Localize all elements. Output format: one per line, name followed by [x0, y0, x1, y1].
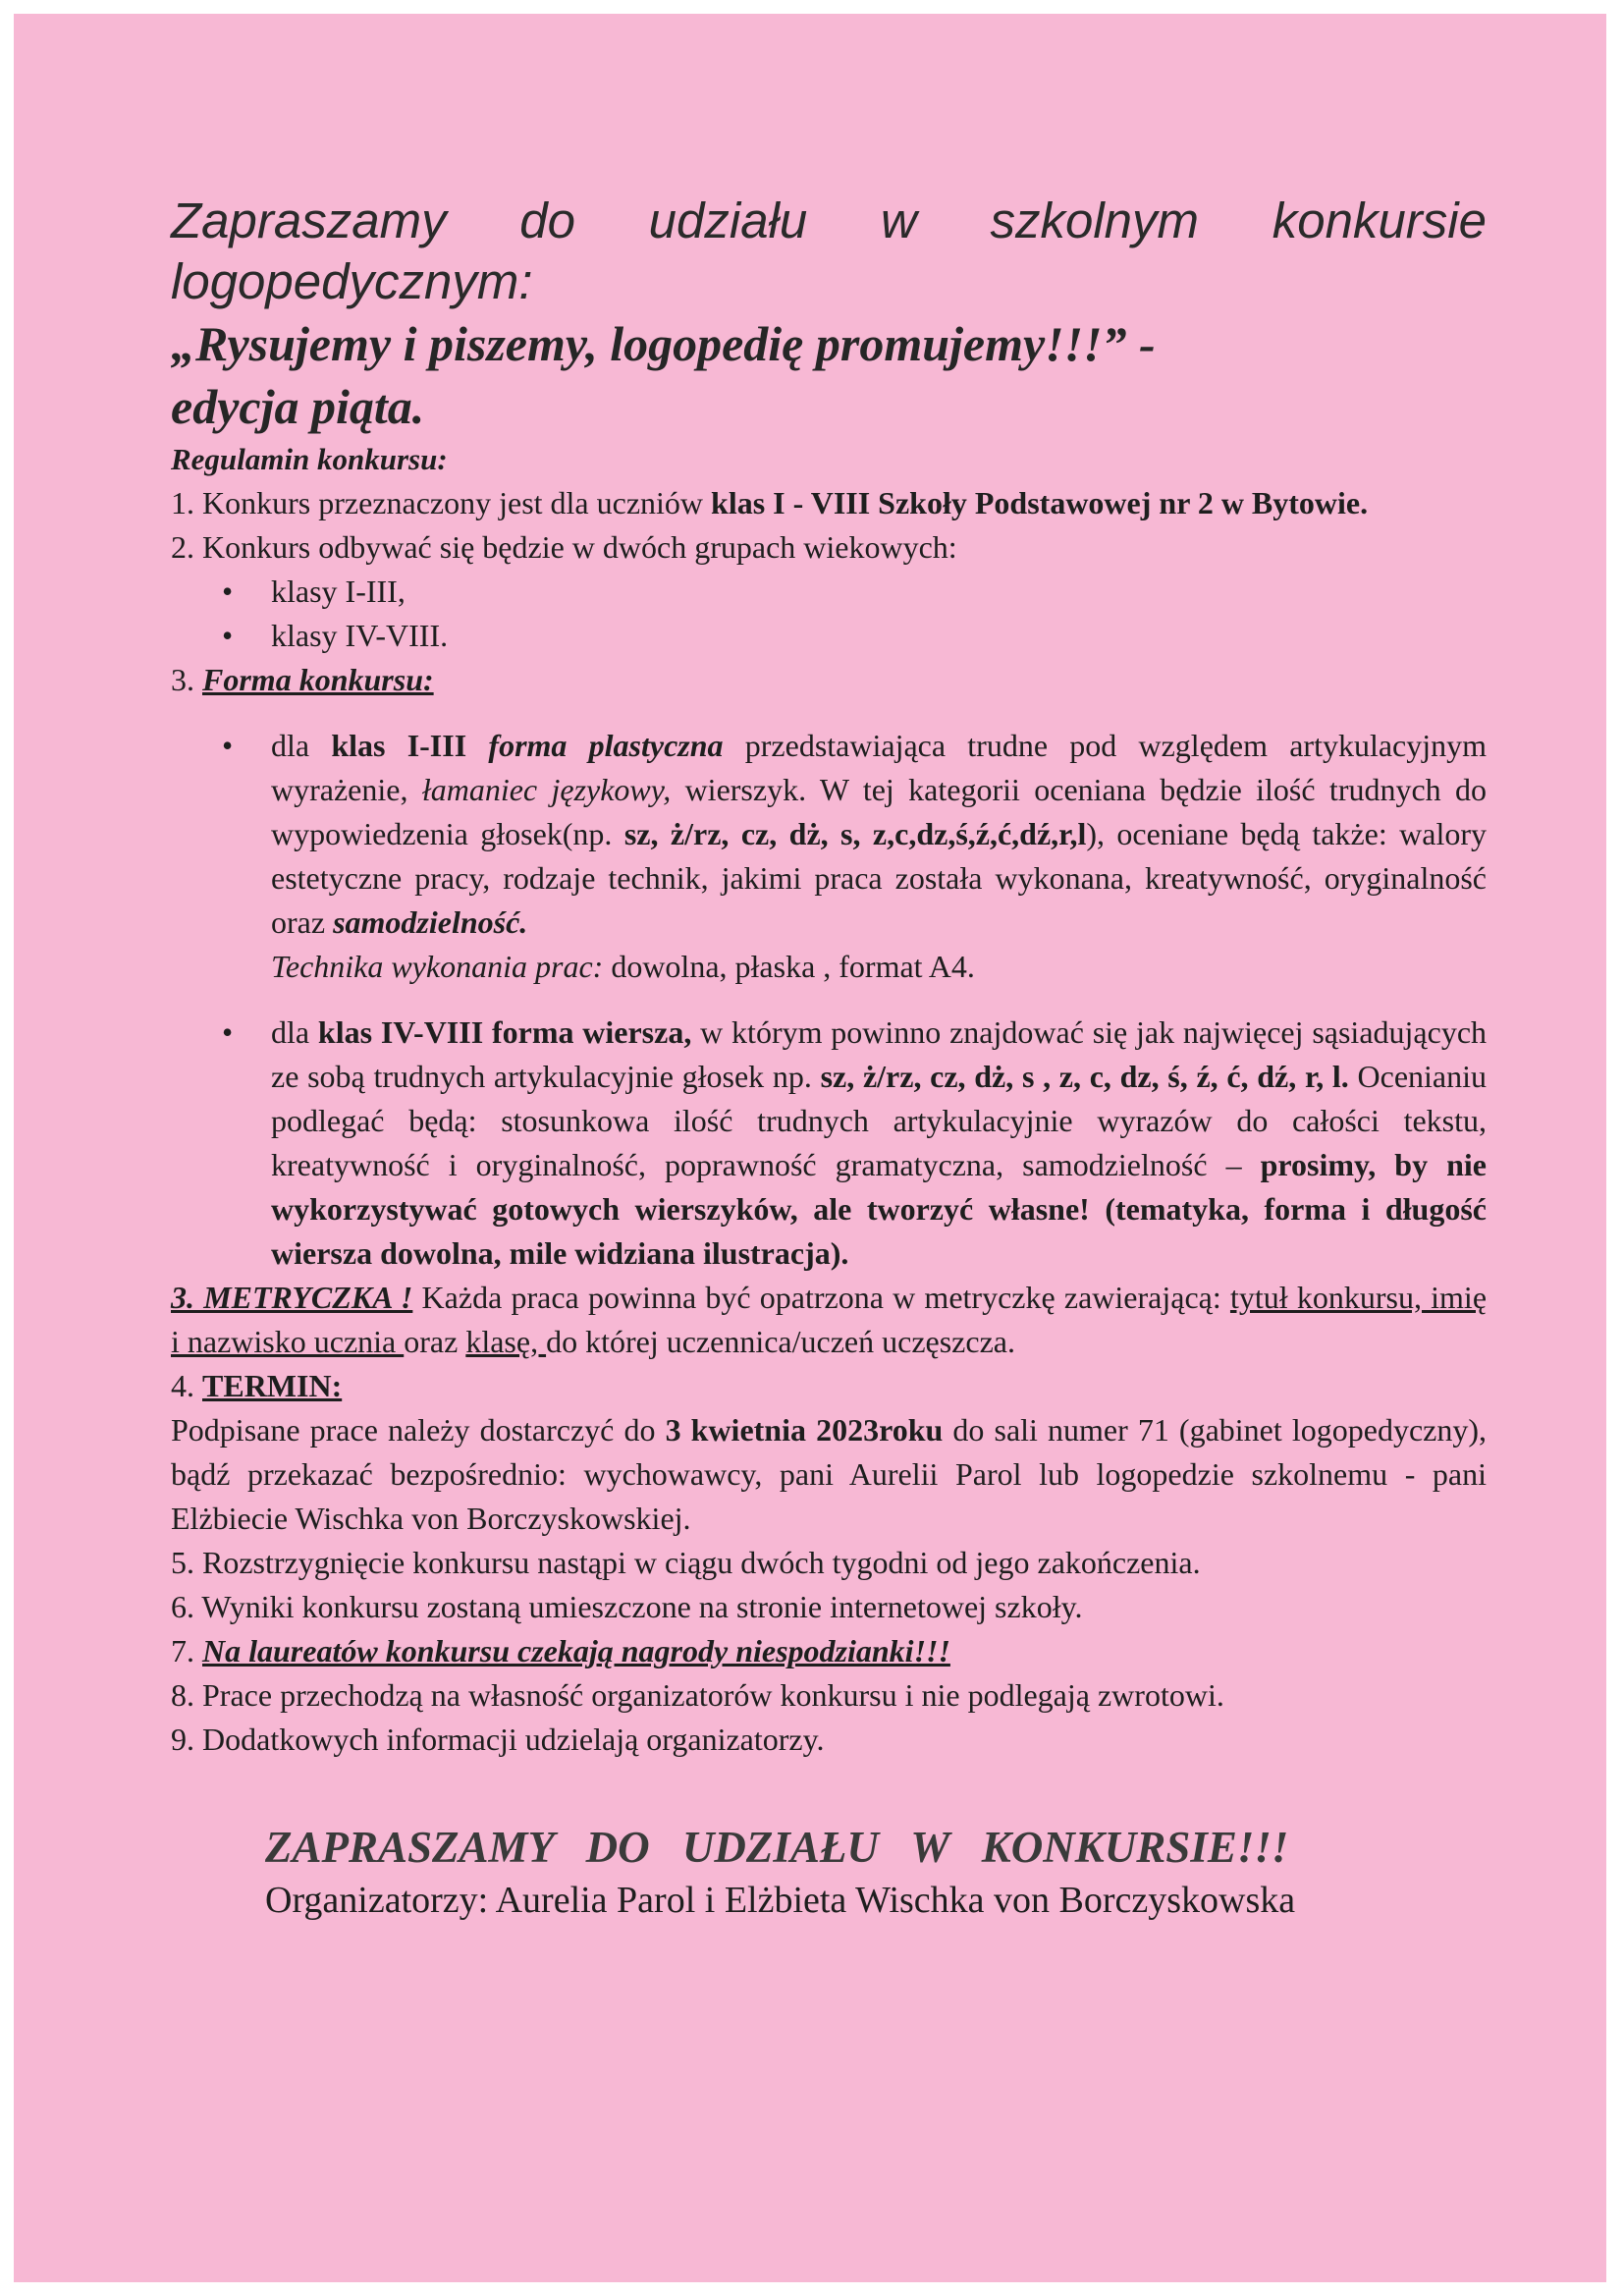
prizes-note: Na laureatów konkursu czekają nagrody niespodzianki!!! [202, 1633, 950, 1668]
metryczka-title: 3. METRYCZKA ! [171, 1280, 413, 1315]
intro-line-1: Zapraszamy do udziału w szkolnym konkursie [171, 192, 1487, 248]
rule-1 [171, 481, 1487, 525]
contest-forms-list [171, 724, 1487, 1276]
rule-1-bold: klas I - VIII Szkoły Podstawowej nr 2 w Bytowie. [711, 485, 1369, 520]
rule-3 [171, 658, 1487, 702]
rule-3-number: 3. [171, 662, 202, 697]
age-group-item: • klasy I-III, [222, 570, 1487, 614]
rule-1-text: 1. Konkurs przeznaczony jest dla uczniów [171, 485, 712, 520]
rule-7: 7. Na laureatów konkursu czekają nagrody niespodzianki!!! [171, 1633, 950, 1668]
rule-6: 6. Wyniki konkursu zostaną umieszczone na stronie internetowej szkoły. [171, 1589, 1083, 1624]
form-grades-1-3: • dla klas I-III forma plastyczna przedstawiająca trudne pod względem artykulacyjnym wyrażenie, łamaniec językowy, wierszyk. W tej kategorii oceniana będzie ilość trudnych do wypowiedzenia głosek(np. sz, ż/rz, cz, dż, s, z,c,dz,ś,ź,ć,dź,r,l), oceniane będą także: walory estetyczne pracy, rodzaje technik, jakimi praca została wykonana, kreatywność, oryginalność oraz samodzielność. Technika wykonania prac: dowolna, płaska , format A4. [222, 724, 1487, 989]
deadline-text: Podpisane prace należy dostarczyć do 3 kwietnia 2023roku do sali numer 71 (gabinet logopedyczny), bądź przekazać bezpośrednio: wychowawcy, pani Aurelii Parol lub logopedzie szkolnemu - pani Elżbiecie Wischka von Borczyskowskiej. [171, 1412, 1488, 1536]
deadline-title: TERMIN: [202, 1368, 343, 1403]
age-group-item: • klasy IV-VIII. [222, 614, 1487, 658]
flyer-sheet [14, 14, 1606, 2282]
contest-slogan: „Rysujemy i piszemy, logopedię promujemy!!!” - [171, 316, 1156, 371]
rules-title: Regulamin konkursu: [171, 442, 448, 476]
intro-line-2: logopedycznym: [171, 253, 533, 309]
contest-edition: edycja piąta. [171, 379, 425, 434]
age-groups-list [171, 570, 1487, 658]
bullet-icon: • [222, 728, 234, 763]
rule-4-heading: 4. TERMIN: [171, 1368, 343, 1403]
bullet-icon: • [222, 618, 234, 653]
form-grades-4-8: • dla klas IV-VIII forma wiersza, w którym powinno znajdować się jak najwięcej sąsiadujących ze sobą trudnych artykulacyjnie głosek np. sz, ż/rz, cz, dż, s , z, c, dz, ś, ź, ć, dź, r, l. Ocenianiu podlegać będą: stosunkowa ilość trudnych artykulacyjnie wyrazów do całości tekstu, kreatywność i oryginalność, poprawność gramatyczna, samodzielność – prosimy, by nie wykorzystywać gotowych wierszyków, ale tworzyć własne! (tematyka, forma i długość wiersza dowolna, mile widziana ilustracja). [222, 1011, 1487, 1276]
rule-9: 9. Dodatkowych informacji udzielają organizatorzy. [171, 1722, 825, 1757]
rule-8: 8. Prace przechodzą na własność organizatorów konkursu i nie podlegają zwrotowi. [171, 1677, 1224, 1713]
rule-3-title: Forma konkursu: [202, 662, 434, 697]
bullet-icon: • [222, 574, 234, 609]
deadline-date: 3 kwietnia 2023roku [665, 1412, 944, 1448]
rule-5: 5. Rozstrzygnięcie konkursu nastąpi w ciągu dwóch tygodni od jego zakończenia. [171, 1545, 1201, 1580]
flyer-content [171, 191, 1487, 1925]
rule-2: 2. Konkurs odbywać się będzie w dwóch grupach wiekowych: [171, 529, 957, 565]
organizers-line: Organizatorzy: Aurelia Parol i Elżbieta Wischka von Borczyskowska [265, 1880, 1296, 1921]
metryczka-paragraph: 3. METRYCZKA ! Każda praca powinna być opatrzona w metryczkę zawierającą: tytuł konkursu, imię i nazwisko ucznia oraz klasę, do której uczennica/uczeń uczęszcza. [171, 1280, 1488, 1359]
bullet-icon: • [222, 1014, 234, 1050]
closing-invitation: ZAPRASZAMY DO UDZIAŁU W KONKURSIE!!! [265, 1823, 1289, 1872]
